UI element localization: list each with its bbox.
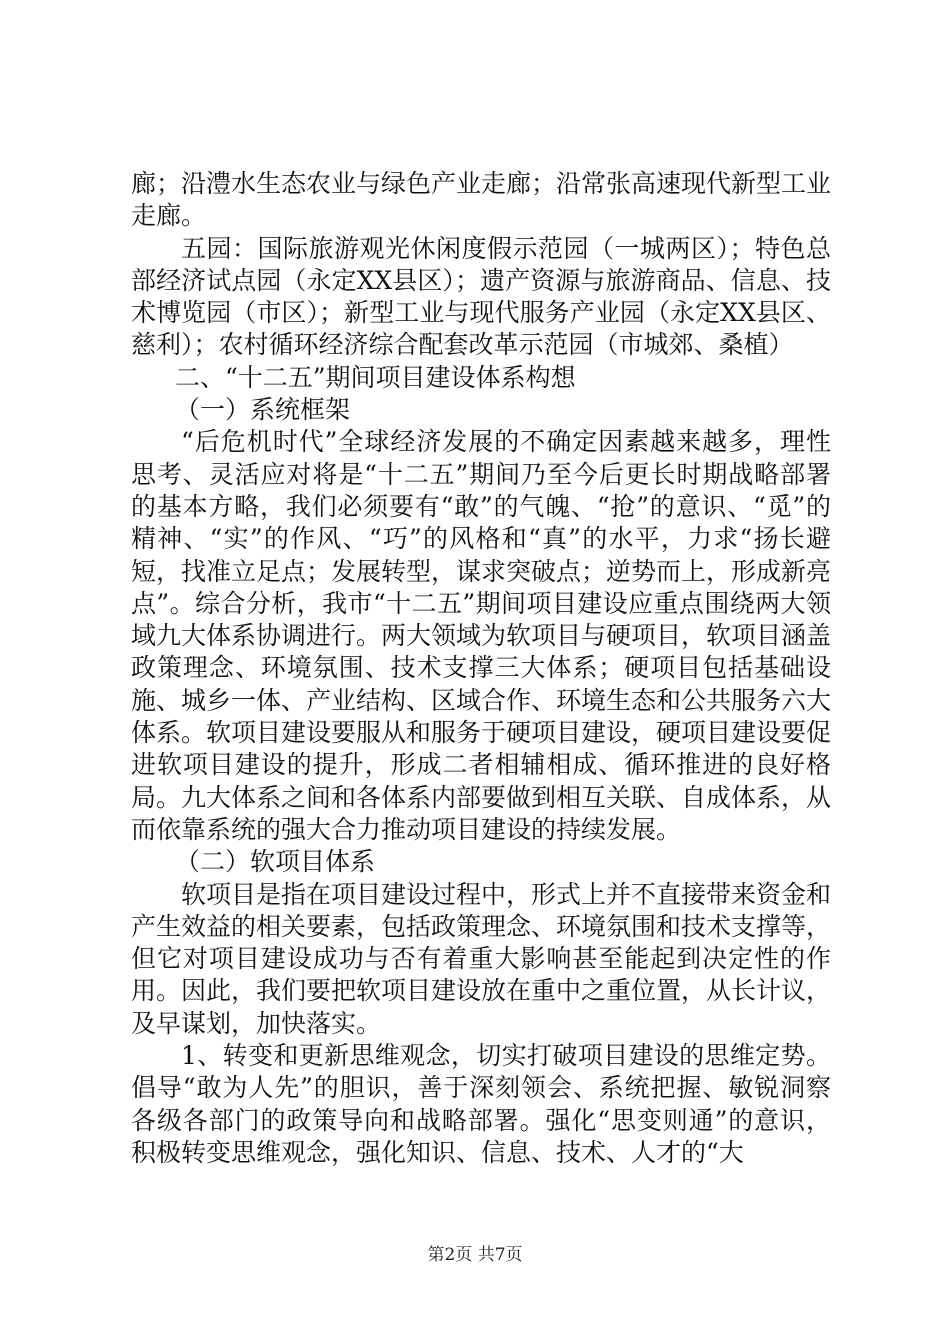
paragraph-soft-projects: 软项目是指在项目建设过程中，形式上并不直接带来资金和产生效益的相关要素，包括政策理念、环境氛围和技术支撑等，但它对项目建设成功与否有着重大影响甚至能起到决定性的作用。因此，我们要把软项目建设放在重中之重位置，从长计议，及早谋划，加快落实。 (131, 879, 832, 1038)
paragraph-corridor-end: 廊；沿澧水生态农业与绿色产业走廊；沿常张高速现代新型工业走廊。 (131, 169, 832, 231)
page-footer: 第2页 共7页 (427, 1245, 523, 1265)
paragraph-item-1: 1、转变和更新思维观念，切实打破项目建设的思维定势。倡导“敢为人先”的胆识，善于深刻领会、系统把握、敏锐洞察各级各部门的政策导向和战略部署。强化“思变则通”的意识，积极转变思维观念，强化知识、信息、技术、人才的“大 (131, 1041, 831, 1167)
document-body (131, 168, 831, 1169)
subsection-heading-system-framework: （一）系统框架 (175, 395, 351, 425)
subsection-heading-soft-projects: （二）软项目体系 (175, 847, 376, 877)
section-heading-2: 二、“十二五”期间项目建设体系构想 (175, 362, 576, 392)
paragraph-system-framework: “后危机时代”全球经济发展的不确定因素越来越多，理性思考、灵活应对将是“十二五”期间乃至今后更长时期战略部署的基本方略，我们必须要有“敢”的气魄、“抢”的意识、“觅”的精神、“实”的作风、“巧”的风格和“真”的水平，力求“扬长避短，找准立足点；发展转型，谋求突破点；逆势而上，形成新亮点”。综合分析，我市“十二五”期间项目建设应重点围绕两大领域九大体系协调进行。两大领域为软项目与硬项目，软项目涵盖政策理念、环境氛围、技术支撑三大体系；硬项目包括基础设施、城乡一体、产业结构、区域合作、环境生态和公共服务六大体系。软项目建设要服从和服务于硬项目建设，硬项目建设要促进软项目建设的提升，形成二者相辅相成、循环推进的良好格局。九大体系之间和各体系内部要做到相互关联、自成体系，从而依靠系统的强大合力推动项目建设的持续发展。 (131, 427, 832, 844)
paragraph-five-parks: 五园：国际旅游观光休闲度假示范园（一城两区）；特色总部经济试点园（永定XX县区）；遗产资源与旅游商品、信息、技术博览园（市区）；新型工业与现代服务产业园（永定XX县区、慈利）；农村循环经济综合配套改革示范园（市城郊、桑植） (131, 233, 831, 360)
